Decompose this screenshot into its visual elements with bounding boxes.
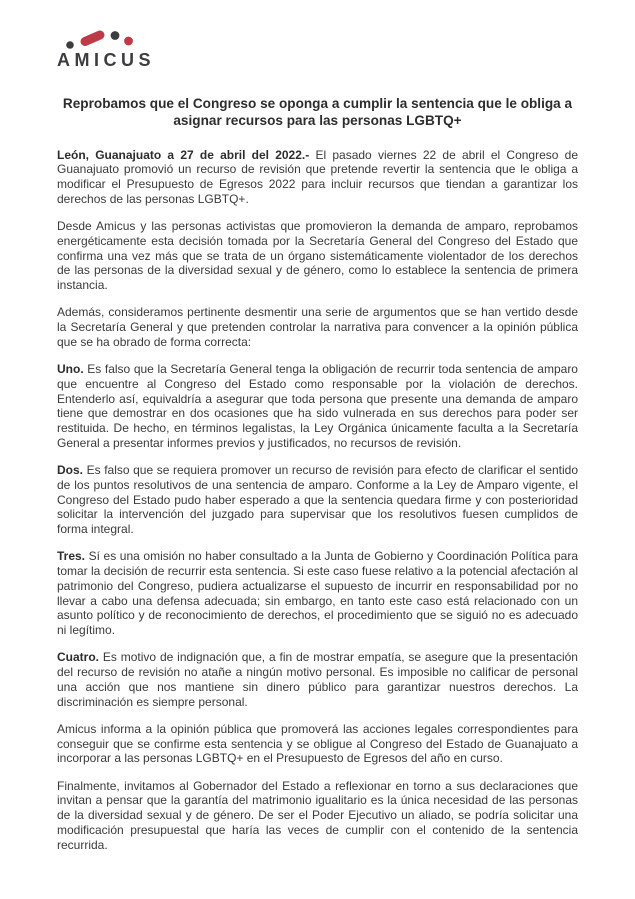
paragraph-text: Es falso que se requiera promover un recurso de revisión para efecto de clarificar el sentido de los puntos resolutivos de una sentencia de amparo. Conforme a la Ley de Amparo vigente, el Congreso del Estado pudo haber esperado a que la sentencia quedara firme y con posterioridad solicitar la intervención del juzgado para supervisar que los resolutivos fuesen cumplidos de forma integral. (57, 463, 578, 537)
paragraph-text: Desde Amicus y las personas activistas que promovieron la demanda de amparo, reprobamos energéticamente esta decisión tomada por la Secretaría General del Congreso del Estado que confirma una vez más que se trata de un órgano sistemáticamente violentador de los derechos de las personas de la diversidad sexual y de género, como lo establece la sentencia de primera instancia. (57, 219, 578, 293)
paragraph-text: Sí es una omisión no haber consultado a la Junta de Gobierno y Coordinación Política para tomar la decisión de recurrir esta sentencia. Si este caso fuese relativo a la potencial afectación al patrimonio del Congreso, pudiera actualizarse el supuesto de incurrir en responsabilidad por no llevar a cabo una defensa adecuada; sin embargo, en tanto este caso está relacionado con un asunto político y de reconocimiento de derechos, el procedimiento que se siguió no es adecuado ni legítimo. (57, 549, 578, 638)
paragraph-lead: Cuatro. (57, 650, 99, 665)
paragraph-text: El pasado viernes 22 de abril el Congreso de Guanajuato promovió un recurso de revisión que pretende revertir la sentencia que le obliga a modificar el Presupuesto de Egresos 2022 para incluir recursos que tiendan a garantizar los derechos de las personas LGBTQ+. (57, 147, 578, 206)
body-paragraph (57, 362, 578, 451)
paragraph-text: Es motivo de indignación que, a fin de mostrar empatía, se asegure que la presentación del recurso de revisión no atañe a ningún motivo personal. Es imposible no calificar de personal una acción que nos mantiene sin dinero público para garantizar nuestros derechos. La discriminación es siempre personal. (57, 650, 578, 709)
body-paragraph (57, 219, 578, 293)
paragraph-lead: León, Guanajuato a 27 de abril del 2022.- (57, 147, 310, 162)
paragraph-lead: Tres. (57, 549, 86, 564)
body-paragraph (57, 779, 578, 853)
paragraph-text: Es falso que la Secretaría General tenga la obligación de recurrir toda sentencia de amparo que encuentre al Congreso del Estado como responsable por la violación de derechos. Entenderlo así, equivaldría a asegurar que toda persona que presente una demanda de amparo tiene que demostrar en dos ocasiones que ha sido vulnerada en sus derechos para poder ser restituida. De hecho, en términos legalistas, la Ley Orgánica únicamente faculta a la Secretaría General a presentar informes previos y justificados, no recursos de revisión. (57, 362, 578, 450)
body-paragraph (57, 650, 578, 709)
body-paragraph (57, 549, 578, 638)
document-body (57, 148, 578, 853)
paragraph-text: Finalmente, invitamos al Gobernador del Estado a reflexionar en torno a sus declaraciones que invitan a pensar que la garantía del matrimonio igualitario es la única necesidad de las personas de la diversidad sexual y de género. De ser el Poder Ejecutivo un aliado, se podría solicitar una modificación presupuestal que haría las veces de cumplir con el contenido de la sentencia recurrida. (57, 778, 578, 852)
paragraph-lead: Dos. (57, 463, 84, 478)
body-paragraph (57, 148, 578, 207)
body-paragraph (57, 463, 578, 537)
paragraph-lead: Uno. (57, 362, 84, 377)
body-paragraph (57, 722, 578, 766)
amicus-logo (57, 29, 155, 69)
brand-wordmark: AMICUS (57, 50, 155, 70)
document-title: Reprobamos que el Congreso se oponga a cumplir la sentencia que le obliga a asignar recursos para las personas LGBTQ+ (62, 96, 573, 128)
body-paragraph (57, 305, 578, 349)
paragraph-text: Además, consideramos pertinente desmentir una serie de argumentos que se han vertido desde la Secretaría General y que pretenden controlar la narrativa para convencer a la opinión pública que se ha obrado de forma correcta: (57, 305, 578, 349)
paragraph-text: Amicus informa a la opinión pública que promoverá las acciones legales correspondientes para conseguir que se confirme esta sentencia y se obligue al Congreso del Estado de Guanajuato a incorporar a las personas LGBTQ+ en el Presupuesto de Egresos del año en curso. (57, 721, 578, 766)
amicus-dots-icon (64, 29, 138, 50)
